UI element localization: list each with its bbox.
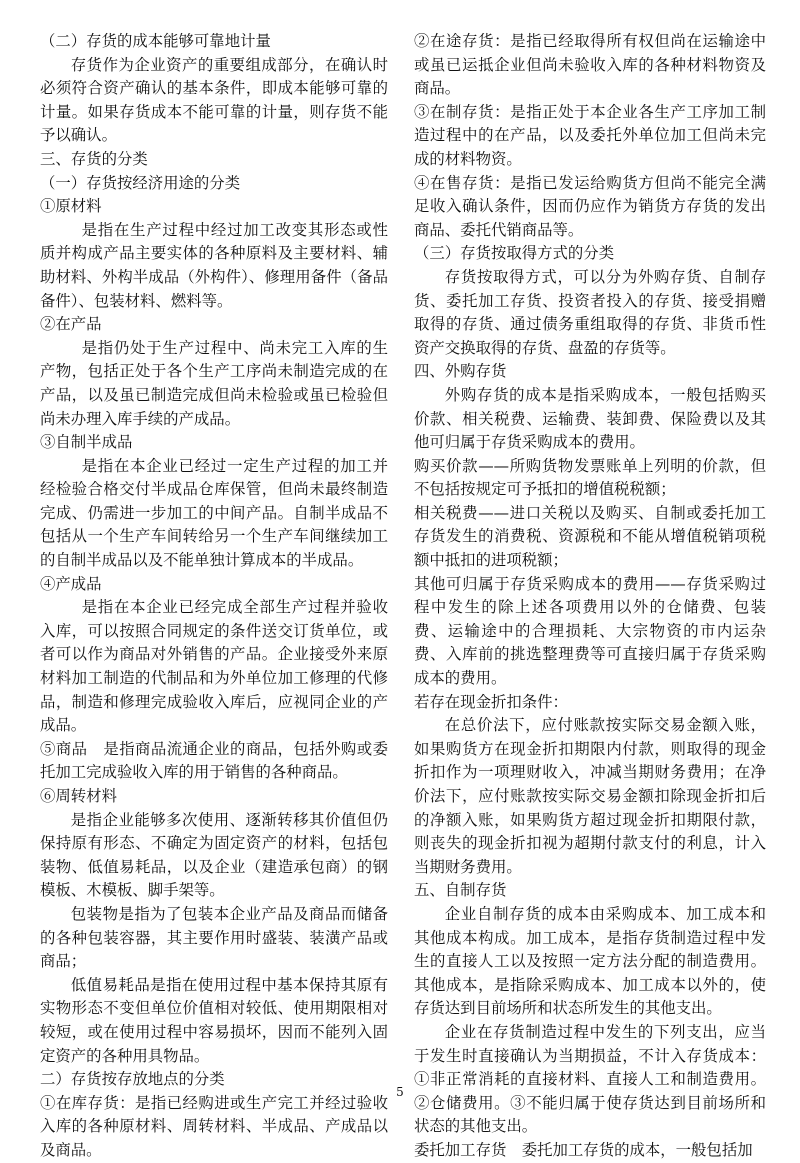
paragraph: 外购存货的成本是指采购成本，一般包括购买价款、相关税费、运输费、装卸费、保险费以及其他可归属于存货采购成本的费用。 (414, 385, 766, 452)
paragraph: ④产成品 (40, 574, 102, 593)
paragraph: ②在途存货：是指已经取得所有权但尚在运输途中或虽已运抵企业但尚未验收入库的各种材料物资及商品。 (414, 32, 766, 98)
paragraph: ③自制半成品 (40, 433, 133, 452)
paragraph: 是指在本企业已经完成全部生产过程并验收入库，可以按照合同规定的条件送交订货单位，或者可以作为商品对外销售的产品。企业接受外来原材料加工制造的代制品和为外单位加工修理的代修品，制造和修理完成验收入库后，应视同企业的产成品。 (40, 598, 388, 735)
paragraph: 低值易耗品是指在使用过程中基本保持其原有实物形态不变但单位价值相对较低、使用期限相对较短，或在使用过程中容易损坏，因而不能列入固定资产的各种用具物品。 (40, 975, 388, 1065)
paragraph: ④在售存货：是指已发运给购货方但尚不能完全满足收入确认条件，因而仍应作为销货方存货的发出商品、委托代销商品等。 (414, 173, 766, 239)
paragraph: ⑥周转材料 (40, 787, 117, 805)
paragraph: 包装物是指为了包装本企业产品及商品而储备的各种包装容器，其主要作用时盛装、装潢产品或商品； (40, 904, 388, 971)
paragraph: 是指企业能够多次使用、逐渐转移其价值但仍保持原有形态、不确定为固定资产的材料，包括包装物、低值易耗品，以及企业（建造承包商）的钢模板、木模板、脚手架等。 (40, 810, 388, 900)
right-column (414, 30, 766, 1163)
paragraph: 是指在本企业已经过一定生产过程的加工并经检验合格交付半成品仓库保管，但尚未最终制造完成、仍需进一步加工的中间产品。自制半成品不包括从一个生产车间转给另一个生产车间继续加工的自制半成品以及不能单独计算成本的半成品。 (40, 456, 388, 570)
paragraph: 其他可归属于存货采购成本的费用——存货采购过程中发生的除上述各项费用以外的仓储费、包装费、运输途中的合理损耗、大宗物资的市内运杂费、入库前的挑选整理费等可直接归属于存货采购成本的费用。 (414, 574, 766, 688)
paragraph: （三）存货按取得方式的分类 (414, 244, 615, 263)
paragraph: （二）存货的成本能够可靠地计量 (40, 32, 271, 50)
paragraph: 是指在生产过程中经过加工改变其形态或性质并构成产品主要实体的各种原料及主要材料、辅助材料、外构半成品（外构件）、修理用备件（备品备件）、包装材料、燃料等。 (40, 220, 388, 310)
paragraph: 委托加工存货 委托加工存货的成本，一般包括加 (414, 1140, 753, 1159)
paragraph: 在总价法下，应付账款按实际交易金额入账，如果购货方在现金折扣期限内付款，则取得的现金折扣作为一项理财收入，冲减当期财务费用；在净价法下，应付账款按实际交易金额扣除现金折扣后的净额入账，如果购货方超过现金折扣期限付款，则丧失的现金折扣视为超期付款支付的利息，计入当期财务费用。 (414, 716, 766, 876)
paragraph: 四、外购存货 (414, 362, 507, 381)
paragraph: 相关税费——进口关税以及购买、自制或委托加工存货发生的消费税、资源税和不能从增值税销项税额中抵扣的进项税额； (414, 503, 766, 570)
paragraph: 二）存货按存放地点的分类 (40, 1070, 225, 1089)
paragraph: 若存在现金折扣条件： (414, 692, 568, 711)
paragraph: ②在产品 (40, 315, 102, 334)
paragraph: 存货作为企业资产的重要组成部分，在确认时必须符合资产确认的基本条件，即成本能够可靠的计量。如果存货成本不能可靠的计量，则存货不能予以确认。 (40, 55, 388, 145)
paragraph: 存货按取得方式，可以分为外购存货、自制存货、委托加工存货、投资者投入的存货、接受捐赠取得的存货、通过债务重组取得的存货、非货币性资产交换取得的存货、盘盈的存货等。 (414, 267, 766, 357)
paragraph: 企业在存货制造过程中发生的下列支出，应当于发生时直接确认为当期损益，不计入存货成本：①非正常消耗的直接材料、直接人工和制造费用。②仓储费用。③不能归属于使存货达到目前场所和状态的其他支出。 (414, 1022, 766, 1136)
paragraph: （一）存货按经济用途的分类 (40, 173, 241, 192)
paragraph: 购买价款——所购货物发票账单上列明的价款，但不包括按规定可予抵扣的增值税税额； (414, 456, 766, 499)
page-number: 5 (396, 1085, 404, 1099)
paragraph: 三、存货的分类 (40, 149, 148, 168)
paragraph: 五、自制存货 (414, 881, 507, 900)
paragraph: 是指仍处于生产过程中、尚未完工入库的生产物，包括正处于各个生产工序尚未制造完成的在产品，以及虽已制造完成但尚未检验或虽已检验但尚未办理入库手续的产成品。 (40, 338, 388, 428)
left-column (40, 30, 388, 1163)
paragraph: ①原材料 (40, 197, 102, 216)
paragraph: ③在制存货：是指正处于本企业各生产工序加工制造过程中的在产品，以及委托外单位加工但尚未完成的材料物资。 (414, 102, 766, 168)
paragraph: ⑤商品 是指商品流通企业的商品，包括外购或委托加工完成验收入库的用于销售的各种商品。 (40, 739, 388, 782)
paragraph: ①在库存货：是指已经购进或生产完工并经过验收入库的各种原材料、周转材料、半成品、产成品以及商品。 (40, 1093, 388, 1159)
paragraph: 企业自制存货的成本由采购成本、加工成本和其他成本构成。加工成本，是指存货制造过程中发生的直接人工以及按照一定方法分配的制造费用。其他成本，是指除采购成本、加工成本以外的，使存货达到目前场所和状态所发生的其他支出。 (414, 904, 766, 1018)
